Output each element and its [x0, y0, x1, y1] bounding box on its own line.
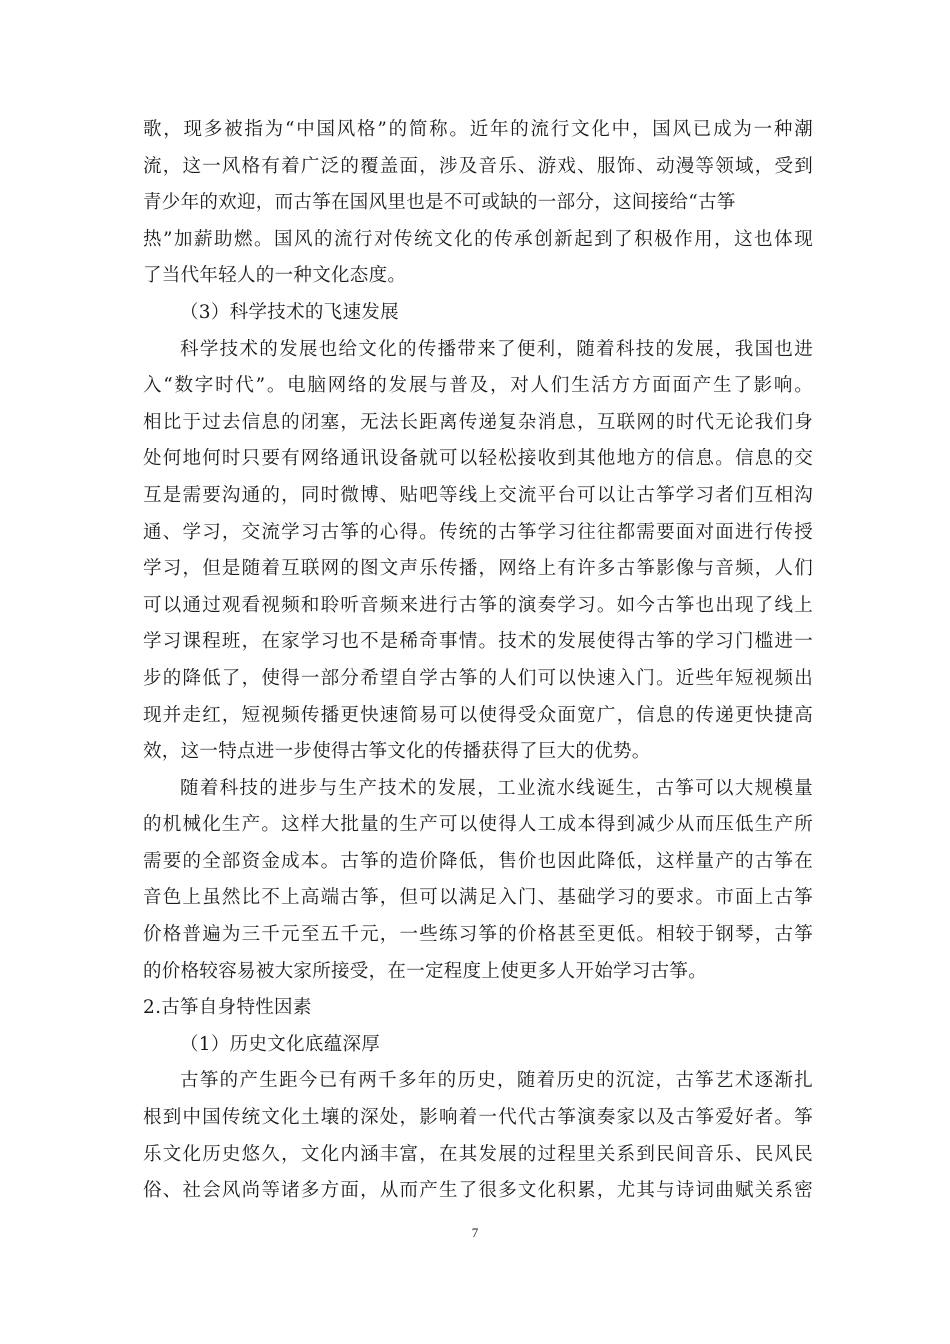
text-line: 了当代年轻人的一种文化态度。 — [143, 265, 407, 287]
text-line: 学习，但是随着互联网的图文声乐传播，网络上有许多古筝影像与音频，人们 — [143, 558, 813, 580]
text-line: 的机械化生产。这样大批量的生产可以使得人工成本得到减少从而压低生产所 — [143, 814, 813, 836]
text-line: 入“数字时代”。电脑网络的发展与普及，对人们生活方方面面产生了影响。 — [143, 375, 813, 397]
text-line: 俗、社会风尚等诸多方面，从而产生了很多文化积累，尤其与诗词曲赋关系密 — [143, 1180, 813, 1202]
text-line: 通、学习，交流学习古筝的心得。传统的古筝学习往往都需要面对面进行传授 — [143, 521, 813, 543]
text-line: 现并走红，短视频传播更快速简易可以使得受众面宽广，信息的传递更快捷高 — [143, 704, 813, 726]
paragraph-first-line: 随着科技的进步与生产技术的发展，工业流水线诞生，古筝可以大规模量 — [180, 777, 813, 799]
text-line: 效，这一特点进一步使得古筝文化的传播获得了巨大的优势。 — [143, 741, 651, 763]
text-line: 步的降低了，使得一部分希望自学古筝的人们可以快速入门。近些年短视频出 — [143, 667, 813, 689]
text-line: 音色上虽然比不上高端古筝，但可以满足入门、基础学习的要求。市面上古筝 — [143, 887, 813, 909]
text-line: 需要的全部资金成本。古筝的造价降低，售价也因此降低，这样量产的古筝在 — [143, 850, 813, 872]
text-line: 相比于过去信息的闭塞，无法长距离传递复杂消息，互联网的时代无论我们身 — [143, 411, 813, 433]
body-text — [143, 112, 813, 1210]
text-line: 乐文化历史悠久，文化内涵丰富，在其发展的过程里关系到民间音乐、民风民 — [143, 1143, 813, 1165]
text-line: 学习课程班，在家学习也不是稀奇事情。技术的发展使得古筝的学习门槛进一 — [143, 631, 813, 653]
page-number: 7 — [471, 1225, 479, 1240]
text-line: 热”加薪助燃。国风的流行对传统文化的传承创新起到了积极作用，这也体现 — [143, 228, 813, 250]
text-line: 可以通过观看视频和聆听音频来进行古筝的演奏学习。如今古筝也出现了线上 — [143, 594, 813, 616]
text-line: 流，这一风格有着广泛的覆盖面，涉及音乐、游戏、服饰、动漫等领域，受到 — [143, 155, 813, 177]
paragraph-first-line: 古筝的产生距今已有两千多年的历史，随着历史的沉淀，古筝艺术逐渐扎 — [180, 1070, 813, 1092]
text-line: 价格普遍为三千元至五千元，一些练习筝的价格甚至更低。相较于钢琴，古筝 — [143, 924, 813, 946]
text-line: 青少年的欢迎，而古筝在国风里也是不可或缺的一部分，这间接给“古筝 — [143, 192, 736, 214]
text-line: 互是需要沟通的，同时微博、贴吧等线上交流平台可以让古筝学习者们互相沟 — [143, 484, 813, 506]
text-line: 根到中国传统文化土壤的深处，影响着一代代古筝演奏家以及古筝爱好者。筝 — [143, 1107, 813, 1129]
text-line: 歌，现多被指为“中国风格”的简称。近年的流行文化中，国风已成为一种潮 — [143, 119, 813, 140]
text-line: 的价格较容易被大家所接受，在一定程度上使更多人开始学习古筝。 — [143, 960, 708, 982]
paragraph-first-line: 科学技术的发展也给文化的传播带来了便利，随着科技的发展，我国也进 — [180, 338, 813, 360]
section-heading: 2.古筝自身特性因素 — [143, 997, 312, 1019]
section-heading: （3）科学技术的飞速发展 — [180, 301, 399, 323]
subsection-heading: （1）历史文化底蕴深厚 — [180, 1033, 381, 1055]
text-line: 处何地何时只要有网络通讯设备就可以轻松接收到其他地方的信息。信息的交 — [143, 448, 813, 470]
